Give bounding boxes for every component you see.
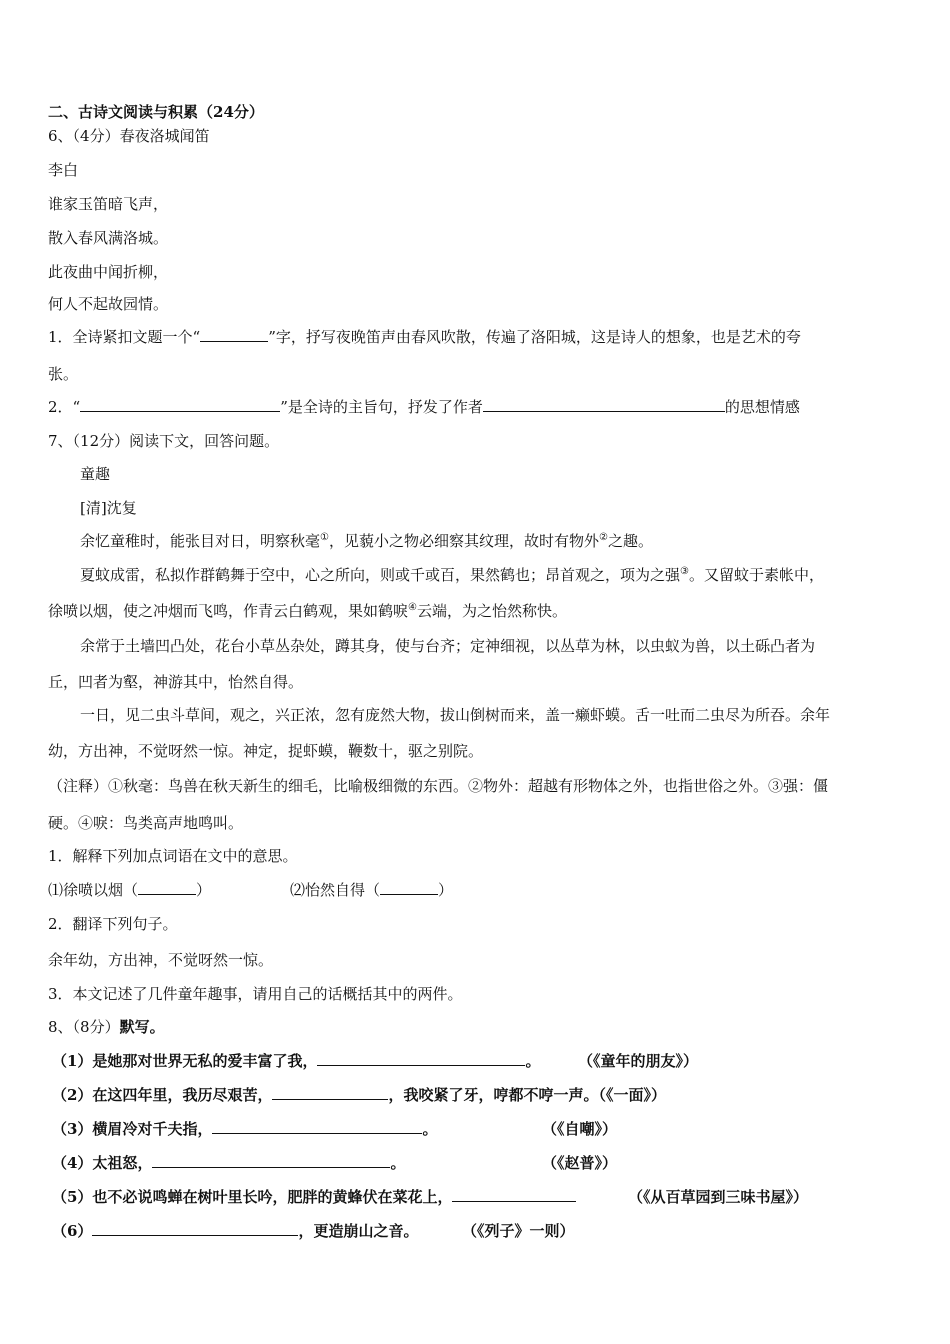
q6-sub2-blank-1[interactable] [80,397,280,412]
q7-author: [清]沈复 [80,499,137,517]
q7-paragraph-3-line-2: 丘，凹者为壑，神游其中，怡然自得。 [48,673,304,691]
p2-line2-text-a: 徐喷以烟，使之冲烟而飞鸣，作青云白鹤观，果如鹤唳 [48,602,409,620]
i3-text-a: （3）横眉冷对千夫指， [52,1120,213,1138]
q7-paragraph-2-line-1 [80,565,824,585]
q8-item-1-source: （《童年的朋友》） [578,1052,699,1070]
q7-sub2-sentence: 余年幼，方出神，不觉呀然一惊。 [48,951,274,969]
q7-paragraph-2-line-2 [48,601,567,621]
item1-blank[interactable] [138,880,196,895]
q6-author: 李白 [48,161,79,179]
q8-item-6 [52,1221,418,1241]
q8-header-title: 默写。 [119,1018,165,1036]
i6-text-a: （6） [52,1222,93,1240]
q8-header-number: 8、（8分） [48,1018,120,1036]
item1-text-a: ⑴徐喷以烟（ [48,881,139,899]
p2-text-a: 夏蚊成雷，私拟作群鹤舞于空中，心之所向，则或千或百，果然鹤也；昂首观之，项为之强 [80,566,681,584]
q6-sub2-text-a: 2．“ [48,398,81,416]
q7-paragraph-4-line-1: 一日，见二虫斗草间，观之，兴正浓，忽有庞然大物，拔山倒树而来，盖一癞虾蟆。舌一吐而二虫尽为所吞。余年 [80,706,831,724]
poem-line-2: 散入春风满洛城。 [48,229,169,247]
q6-sub1-cont: 张。 [48,365,79,383]
q6-sub1-text-b: ”字，抒写夜晚笛声由春风吹散，传遍了洛阳城，这是诗人的想象，也是艺术的夸 [268,328,801,346]
q8-item-3-source: （《自嘲》） [542,1120,618,1138]
footnote-mark-3: ③ [680,566,689,577]
q8-item-4 [52,1153,405,1173]
i6-text-b: ，更造崩山之音。 [298,1222,419,1240]
q8-header [48,1017,165,1037]
i3-text-b: 。 [422,1120,438,1138]
q6-sub1-text-a: 1．全诗紧扣文题一个“ [48,328,201,346]
q8-item-2 [52,1085,666,1105]
p1-text-b: ，见藐小之物必细察其纹理，故时有物外 [328,532,599,550]
footnote-mark-1: ① [320,532,329,543]
item1-text-b: ） [196,881,212,899]
poem-line-4: 何人不起故园情。 [48,295,169,313]
q7-sub3: 3．本文记述了几件童年趣事，请用自己的话概括其中的两件。 [48,985,463,1003]
i4-text-a: （4）太祖怒， [52,1154,153,1172]
i4-text-b: 。 [390,1154,406,1172]
q7-sub1: 1．解释下列加点词语在文中的意思。 [48,847,298,865]
poem-line-1: 谁家玉笛暗飞声， [48,195,169,213]
i4-blank[interactable] [152,1153,390,1168]
q8-item-5 [52,1187,576,1207]
p2-text-b: 。又留蚊于素帐中， [688,566,824,584]
i2-text-a: （2）在这四年里，我历尽艰苦， [52,1086,273,1104]
p1-text-c: 之趣。 [607,532,653,550]
item2-text-b: ） [438,881,454,899]
q8-item-6-source: （《列子》一则） [462,1222,575,1240]
footnote-mark-2: ② [599,532,608,543]
q6-sub1 [48,327,801,347]
q7-notes-line-1: （注释）①秋毫：鸟兽在秋天新生的细毛，比喻极细微的东西。②物外：超越有形物体之外，也指世俗之外。③强：僵 [48,777,829,795]
i1-blank[interactable] [317,1051,525,1066]
q6-sub2-blank-2[interactable] [483,397,725,412]
item2-text-a: ⑵怡然自得（ [290,881,381,899]
q7-paragraph-4-line-2: 幼，方出神，不觉呀然一惊。神定，捉虾蟆，鞭数十，驱之别院。 [48,742,484,760]
footnote-mark-4: ④ [408,602,417,613]
q7-sub2: 2．翻译下列句子。 [48,915,178,933]
q7-title: 童趣 [80,465,111,483]
section-title: 二、古诗文阅读与积累（24分） [48,103,264,121]
q6-sub2-text-c: 的思想情感 [724,398,800,416]
q7-sub1-item-1 [48,880,211,900]
q8-item-4-source: （《赵普》） [542,1154,618,1172]
i5-blank[interactable] [452,1187,576,1202]
q6-sub1-blank[interactable] [200,327,268,342]
poem-line-3: 此夜曲中闻折柳， [48,263,169,281]
i2-text-b: ，我咬紧了牙，哼都不哼一声。（《一面》） [388,1086,666,1104]
p1-text-a: 余忆童稚时，能张目对日，明察秋毫 [80,532,321,550]
i5-text-a: （5）也不必说鸣蝉在树叶里长吟，肥胖的黄蜂伏在菜花上， [52,1188,453,1206]
q8-item-5-source: （《从百草园到三味书屋》） [628,1188,809,1206]
q7-sub1-item-2 [290,880,453,900]
q7-paragraph-1 [80,531,653,551]
q8-item-3 [52,1119,437,1139]
p2-line2-text-b: 云端，为之怡然称快。 [416,602,567,620]
i1-text-b: 。 [525,1052,541,1070]
q7-header: 7、（12分）阅读下文，回答问题。 [48,432,280,450]
i6-blank[interactable] [92,1221,298,1236]
i2-blank[interactable] [272,1085,388,1100]
i1-text-a: （1）是她那对世界无私的爱丰富了我， [52,1052,318,1070]
q7-paragraph-3-line-1: 余常于土墙凹凸处，花台小草丛杂处，蹲其身，使与台齐；定神细视，以丛草为林，以虫蚁为兽，以土砾凸者为 [80,637,816,655]
q6-sub2 [48,397,800,417]
item2-blank[interactable] [380,880,438,895]
q8-item-1 [52,1051,540,1071]
q6-sub2-text-b: ”是全诗的主旨句，抒发了作者 [280,398,483,416]
q7-notes-line-2: 硬。④唳：鸟类高声地鸣叫。 [48,814,244,832]
q6-header: 6、（4分）春夜洛城闻笛 [48,127,210,145]
i3-blank[interactable] [212,1119,422,1134]
